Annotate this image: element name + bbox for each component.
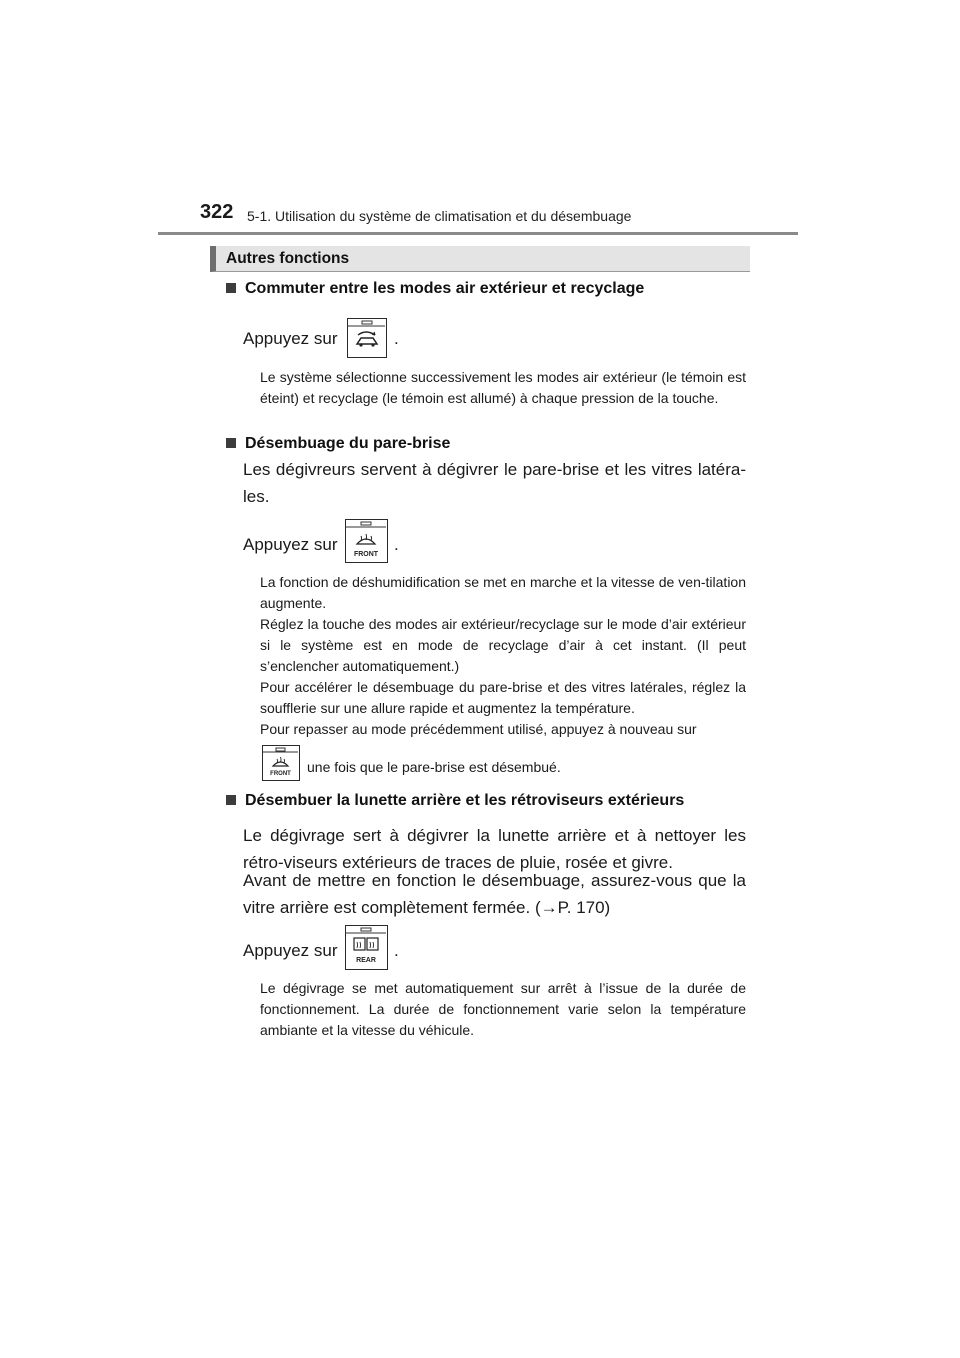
- square-bullet-icon: [226, 438, 236, 448]
- chapter-title: 5-1. Utilisation du système de climatisation et du désembuage: [247, 208, 632, 224]
- press-suffix-1: .: [394, 329, 399, 348]
- note-rear: Le dégivrage se met automatiquement sur arrêt à l’issue de la durée de fonctionnement. La durée de fonctionnement varie selon la température ambiante et la vitesse du véhicule.: [260, 980, 746, 1038]
- body-windshield: Les dégivreurs servent à dégivrer le pare-brise et les vitres latéra-les.: [243, 460, 746, 506]
- note-windshield-4: Pour repasser au mode précédemment utilisé, appuyez à nouveau sur: [260, 721, 697, 737]
- note-windshield-3: Pour accélérer le désembuage du pare-brise et des vitres latérales, réglez la soufflerie sur une allure rapide et augmentez la température.: [260, 679, 746, 716]
- square-bullet-icon: [226, 283, 236, 293]
- front-defroster-button-small[interactable]: [262, 745, 300, 781]
- heading-text: Désembuage du pare-brise: [245, 435, 451, 452]
- body-rear-1: Le dégivrage sert à dégivrer la lunette arrière et à nettoyer les rétro-viseurs extérieurs de traces de pluie, rosée et givre.: [243, 826, 746, 872]
- front-defroster-icon: [346, 520, 386, 561]
- note-recirculation: Le système sélectionne successivement les modes air extérieur (le témoin est éteint) et recyclage (le témoin est allumé) à chaque pression de la touche.: [260, 369, 746, 406]
- press-instruction-3: [243, 941, 338, 961]
- press-suffix-3: .: [394, 941, 399, 960]
- note-windshield-1: La fonction de déshumidification se met en marche et la vitesse de ven-tilation augmente.: [260, 574, 746, 611]
- front-label: FRONT: [353, 551, 379, 558]
- section-title: Autres fonctions: [226, 250, 350, 267]
- front-label: FRONT: [270, 771, 291, 777]
- press-suffix-2: .: [394, 535, 399, 554]
- press-prefix: Appuyez sur: [243, 329, 338, 348]
- front-defroster-button[interactable]: [345, 519, 388, 563]
- heading-windshield: [226, 435, 450, 453]
- square-bullet-icon: [226, 795, 236, 805]
- page-number: 322: [200, 201, 234, 223]
- trailing-windshield: une fois que le pare-brise est désembué.: [307, 759, 561, 775]
- press-prefix: Appuyez sur: [243, 941, 338, 960]
- rear-defogger-button[interactable]: [345, 925, 388, 970]
- section-header: [210, 246, 750, 272]
- heading-recirculation: [226, 280, 644, 298]
- header-divider: [158, 232, 798, 235]
- press-prefix: Appuyez sur: [243, 535, 338, 554]
- recirculation-icon: [348, 319, 385, 356]
- recirculation-button[interactable]: [347, 318, 387, 358]
- press-instruction-2: [243, 535, 338, 555]
- press-instruction-1: [243, 329, 338, 349]
- body-rear-2: Avant de mettre en fonction le désembuage, assurez-vous que la vitre arrière est complètement fermée. (→P. 170): [243, 871, 746, 917]
- rear-label: REAR: [356, 957, 376, 964]
- heading-text: Commuter entre les modes air extérieur et recyclage: [245, 280, 645, 297]
- front-defroster-icon: [263, 746, 298, 779]
- heading-rear-defogger: [226, 792, 684, 810]
- rear-defogger-icon: [346, 926, 386, 968]
- note-windshield-2: Réglez la touche des modes air extérieur/recyclage sur le mode d’air extérieur si le système est en mode de recyclage d’air à cet instant. (Il peut s’enclencher automatiquement.): [260, 616, 746, 674]
- heading-text: Désembuer la lunette arrière et les rétroviseurs extérieurs: [245, 792, 685, 809]
